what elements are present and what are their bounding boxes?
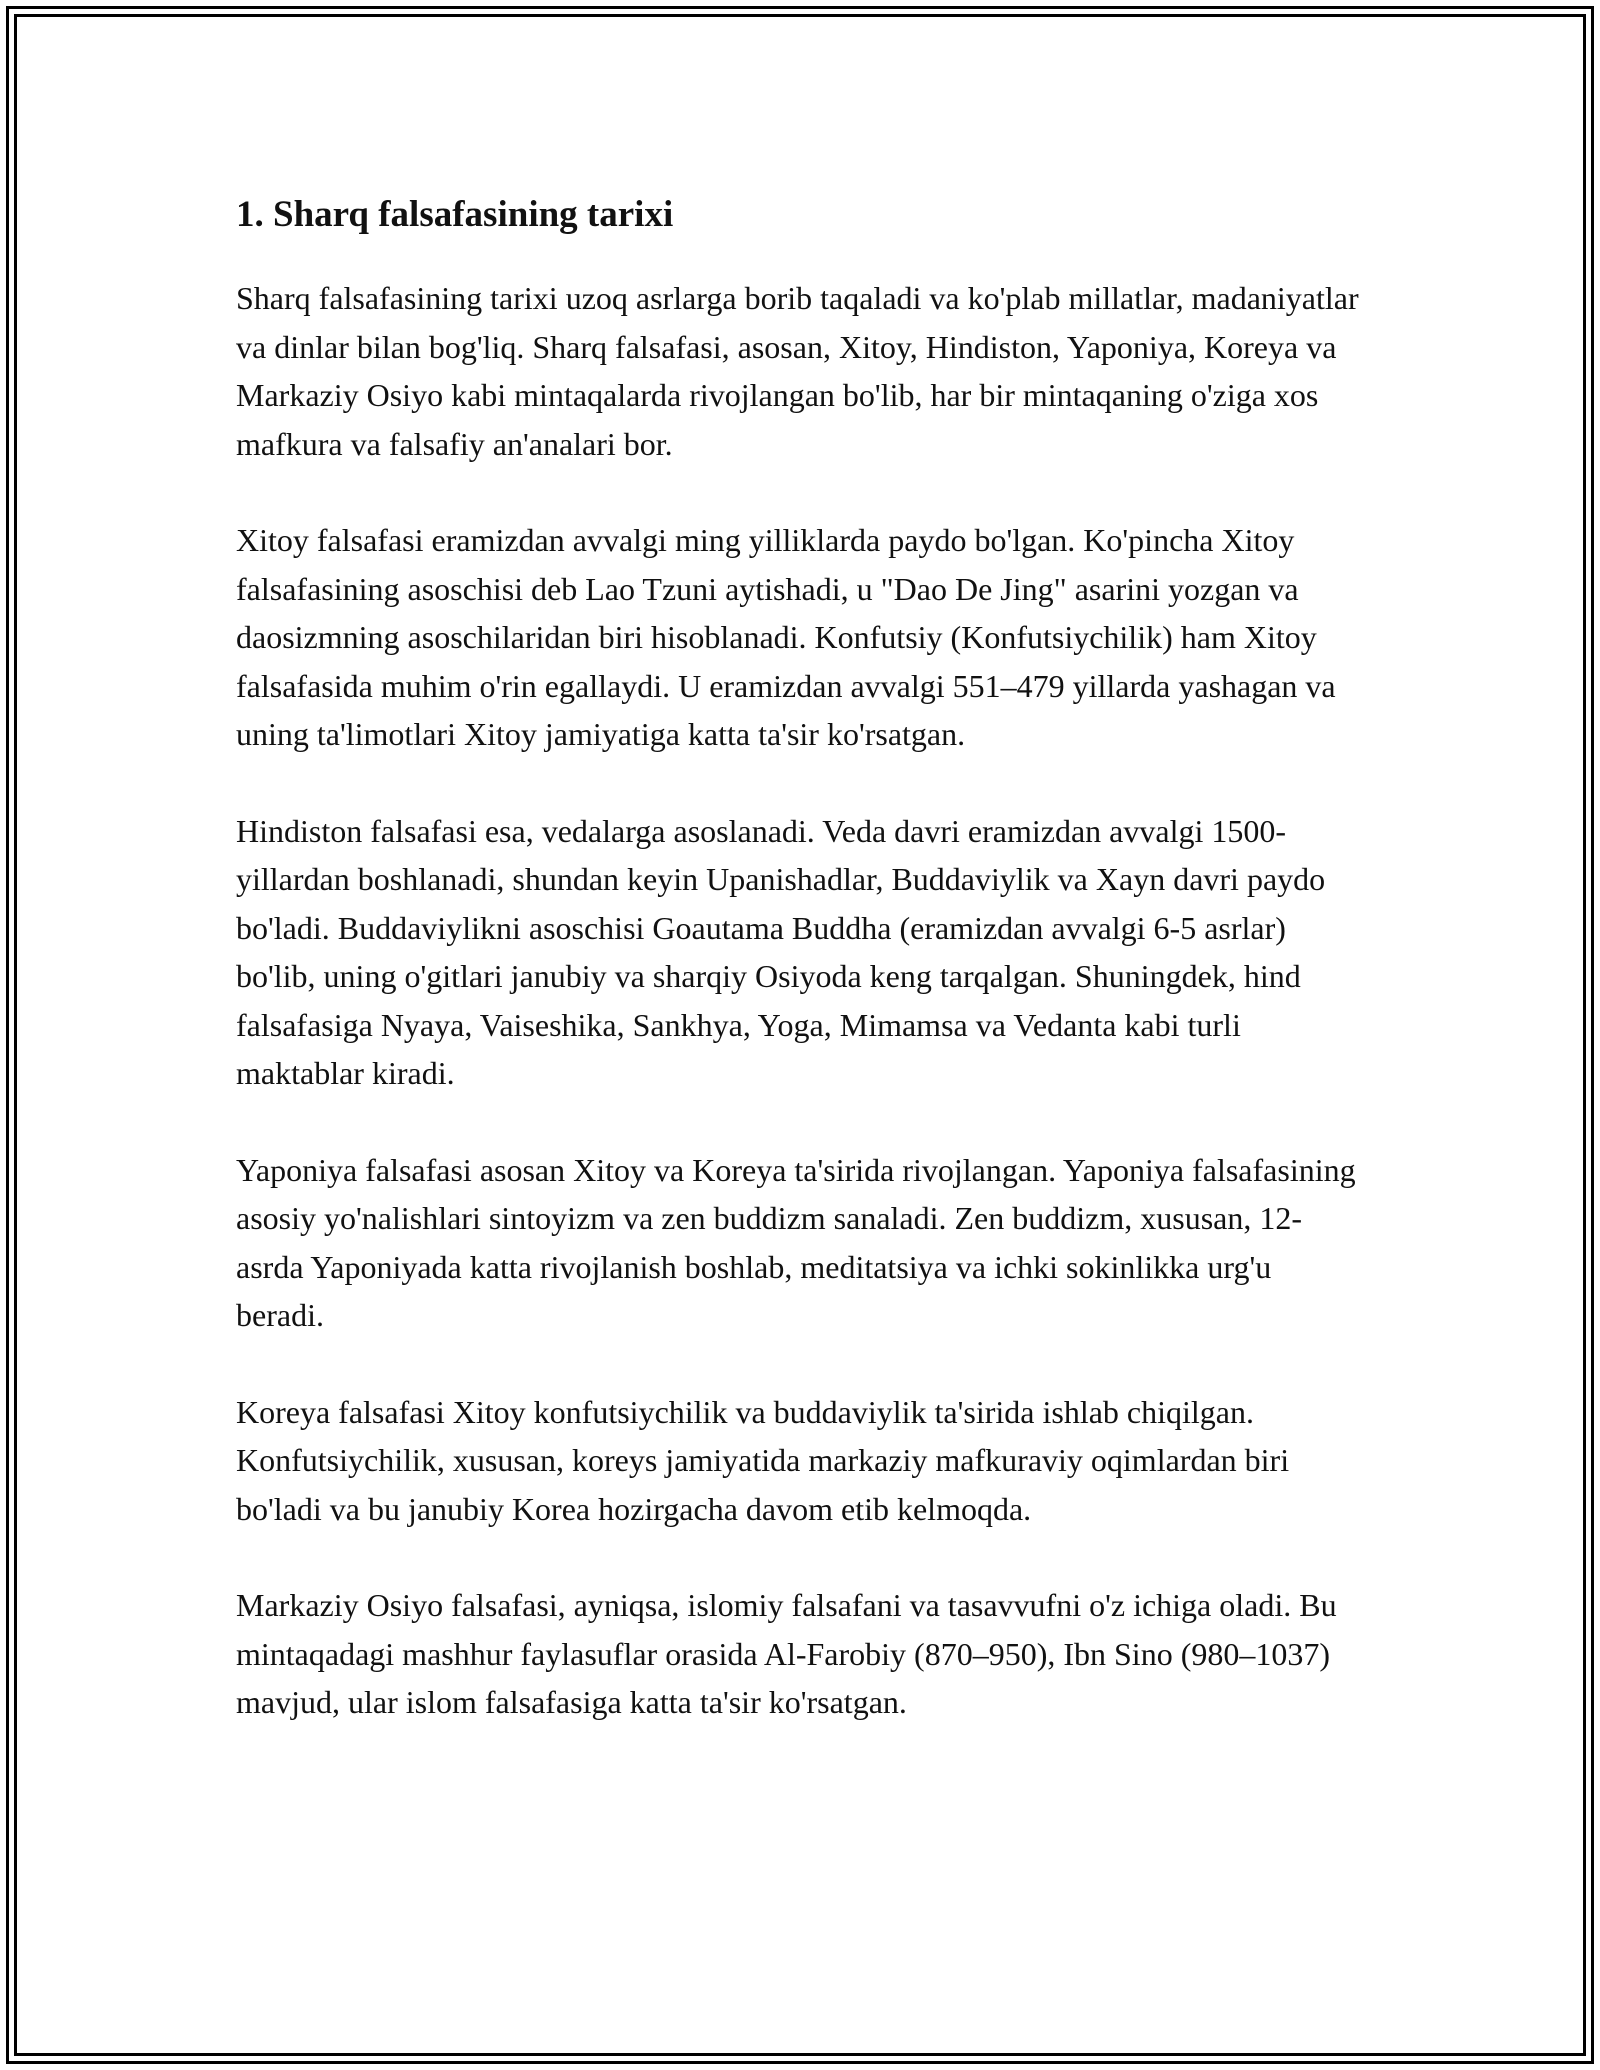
paragraph-central-asia: Markaziy Osiyo falsafasi, ayniqsa, islomiy falsafani va tasavvufni o'z ichiga oladi. Bu mintaqadagi mashhur faylasuflar orasida Al-Farobiy (870–950), Ibn Sino (980–1037) mavjud, ular islom falsafasiga katta ta'sir ko'rsatgan. <box>236 1587 1337 1720</box>
paragraph-india: Hindiston falsafasi esa, vedalarga asoslanadi. Veda davri eramizdan avvalgi 1500-yillardan boshlanadi, shundan keyin Upanishadlar, Buddaviylik va Xayn davri paydo bo'ladi. Buddaviylikni asoschisi Goautama Buddha (eramizdan avvalgi 6-5 asrlar) bo'lib, uning o'gitlari janubiy va sharqiy Osiyoda keng tarqalgan. Shuningdek, hind falsafasiga Nyaya, Vaiseshika, Sankhya, Yoga, Mimamsa va Vedanta kabi turli maktablar kiradi. <box>236 812 1326 1091</box>
section-heading: 1. Sharq falsafasining tarixi <box>236 194 674 235</box>
paragraph-intro: Sharq falsafasining tarixi uzoq asrlarga borib taqaladi va ko'plab millatlar, madaniyatlar va dinlar bilan bog'liq. Sharq falsafasi, asosan, Xitoy, Hindiston, Yaponiya, Koreya va Markaziy Osiyo kabi mintaqalarda rivojlangan bo'lib, har bir mintaqaning o'ziga xos mafkura va falsafiy an'analari bor. <box>236 280 1359 462</box>
paragraph-korea: Koreya falsafasi Xitoy konfutsiychilik va buddaviylik ta'sirida ishlab chiqilgan. Konfutsiychilik, xususan, koreys jamiyatida markaziy mafkuraviy oqimlardan biri bo'ladi va bu janubiy Korea hozirgacha davom etib kelmoqda. <box>236 1393 1290 1527</box>
document-body <box>236 188 1366 1775</box>
paragraph-japan: Yaponiya falsafasi asosan Xitoy va Koreya ta'sirida rivojlangan. Yaponiya falsafasining asosiy yo'nalishlari sintoyizm va zen buddizm sanaladi. Zen buddizm, xususan, 12-asrda Yaponiyada katta rivojlanish boshlab, meditatsiya va ichki sokinlikka urg'u beradi. <box>236 1151 1356 1333</box>
paragraph-china: Xitoy falsafasi eramizdan avvalgi ming yilliklarda paydo bo'lgan. Ko'pincha Xitoy falsafasining asoschisi deb Lao Tzuni aytishadi, u "Dao De Jing" asarini yozgan va daosizmning asoschilaridan biri hisoblanadi. Konfutsiy (Konfutsiychilik) ham Xitoy falsafasida muhim o'rin egallaydi. U eramizdan avvalgi 551–479 yillarda yashagan va uning ta'limotlari Xitoy jamiyatiga katta ta'sir ko'rsatgan. <box>236 522 1336 752</box>
